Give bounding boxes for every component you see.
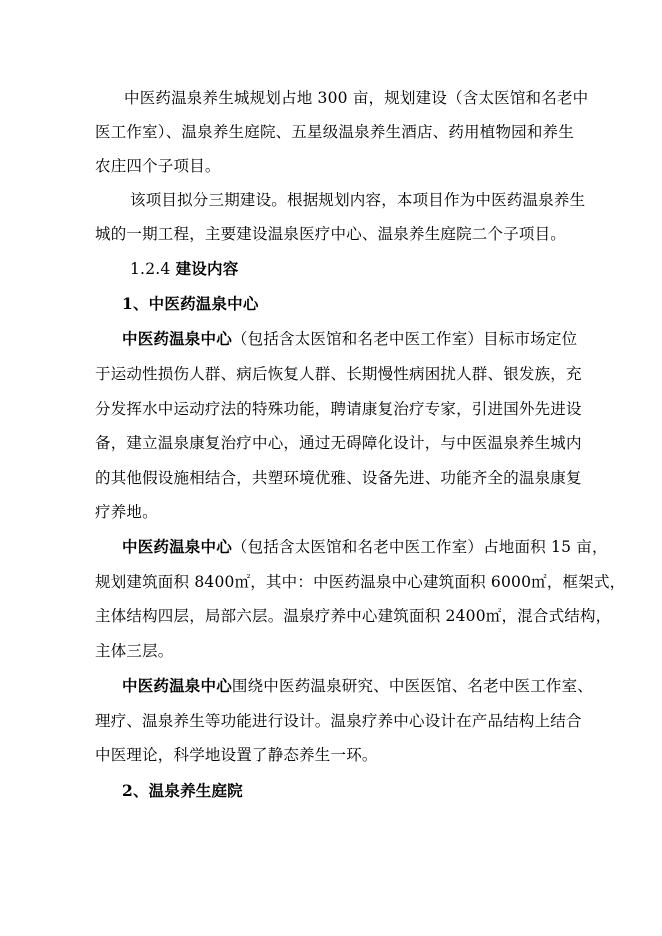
heading-1: 1、中医药温泉中心 <box>122 294 259 313</box>
paragraph-line: 分发挥水中运动疗法的特殊功能，聘请康复治疗专家，引进国外先进设 <box>95 400 582 418</box>
paragraph-line <box>122 676 593 696</box>
paragraph-line: 规划建筑面积 8400㎡，其中：中医药温泉中心建筑面积 6000㎡，框架式， <box>95 573 626 591</box>
paragraph-line: 主体三层。 <box>95 642 174 660</box>
paragraph-line: 疗养地。 <box>95 503 158 521</box>
paragraph-line: 医工作室）、温泉养生庭院、五星级温泉养生酒店、药用植物园和养生 <box>95 123 574 141</box>
paragraph-line: 中医理论，科学地设置了静态养生一环。 <box>95 746 378 764</box>
paragraph-line: 理疗、温泉养生等功能进行设计。温泉疗养中心设计在产品结构上结合 <box>95 712 582 730</box>
paragraph-text: （包括含太医馆和名老中医工作室）目标市场定位 <box>231 330 578 348</box>
section-heading <box>130 259 238 279</box>
bold-lead: 中医药温泉中心 <box>122 537 232 556</box>
paragraph-line: 的其他假设施相结合，共塑环境优雅、设备先进、功能齐全的温泉康复 <box>95 469 582 487</box>
heading-2: 2、温泉养生庭院 <box>122 781 243 800</box>
paragraph-line <box>122 537 608 557</box>
paragraph-line: 主体结构四层，局部六层。温泉疗养中心建筑面积 2400㎡，混合式结构， <box>95 607 612 625</box>
paragraph-line <box>122 329 577 349</box>
paragraph-line: 农庄四个子项目。 <box>95 157 221 175</box>
paragraph-text: （包括含太医馆和名老中医工作室）占地面积 15 亩， <box>231 538 608 556</box>
bold-lead: 中医药温泉中心 <box>122 329 232 348</box>
bold-lead: 中医药温泉中心 <box>122 676 232 695</box>
paragraph-line: 备，建立温泉康复治疗中心，通过无碍障化设计，与中医温泉养生城内 <box>95 434 582 452</box>
paragraph-text: 围绕中医药温泉研究、中医医馆、名老中医工作室、 <box>231 677 594 695</box>
section-title: 建设内容 <box>175 259 239 278</box>
paragraph-line: 城的一期工程，主要建设温泉医疗中心、温泉养生庭院二个子项目。 <box>95 225 567 243</box>
paragraph-line: 中医药温泉养生城规划占地 300 亩，规划建设（含太医馆和名老中 <box>124 89 589 107</box>
paragraph-line: 于运动性损伤人群、病后恢复人群、长期慢性病困扰人群、银发族，充 <box>95 365 582 383</box>
section-number: 1.2.4 <box>130 260 171 278</box>
paragraph-line: 该项目拟分三期建设。根据规划内容，本项目作为中医药温泉养生 <box>130 191 586 209</box>
